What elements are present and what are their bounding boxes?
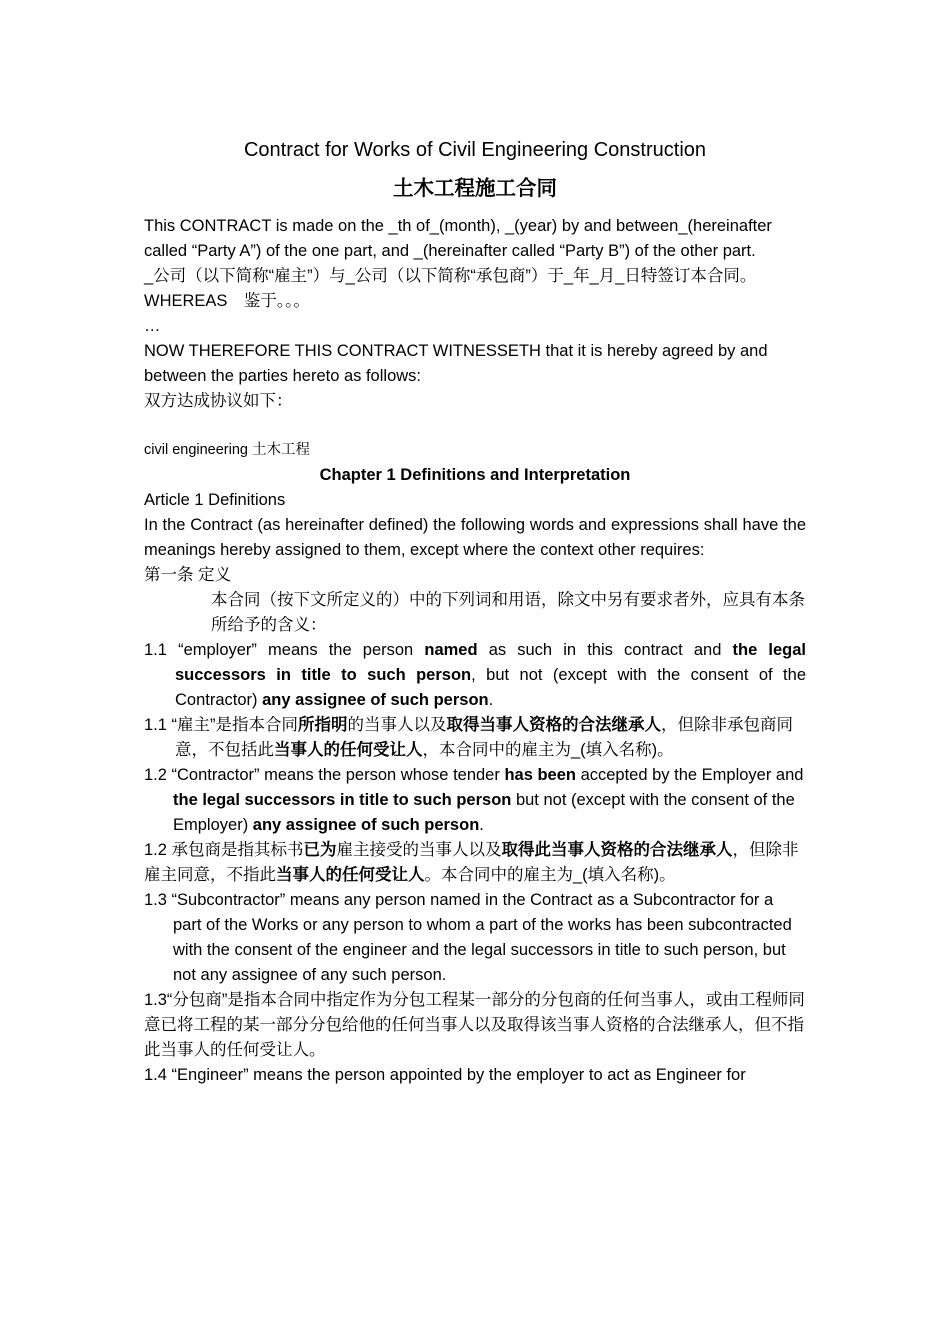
clause-emphasis: 当事人的任何受让人 [276,866,425,884]
clause-emphasis: 取得当事人资格的合法继承人 [446,716,662,734]
document-title-zh: 土木工程施工合同 [393,177,557,200]
article-title-zh: 第一条 定义 [144,566,232,584]
now-therefore-en: NOW THEREFORE THIS CONTRACT WITNESSETH that it is hereby agreed by and between the parties hereto as follows: [144,342,768,385]
clause-emphasis: any assignee of such person [262,691,489,709]
clause-text: , but not (except with the consent of the Contractor) [175,666,806,709]
clause-emphasis: 当事人的任何受让人 [274,741,423,759]
clause-text: 1.1 “雇主”是指本合同 [144,716,299,734]
clause-text: 雇主接受的当事人以及 [336,841,502,859]
clause-text: 。本合同中的雇主为_(填入名称)。 [424,866,676,884]
clause-1-2-en [144,763,806,838]
intro-paragraph-zh: _公司（以下简称“雇主”）与_公司（以下简称“承包商”）于_年_月_日特签订本合同。 [144,267,757,285]
now-therefore-zh: 双方达成协议如下： [144,392,293,410]
spacer [144,414,806,438]
clause-text: but not (except with the consent of the Employer) [173,791,795,834]
glossary-note: civil engineering 土木工程 [144,442,311,458]
clause-emphasis: the legal successors in title to such person [175,641,806,684]
clause-emphasis: 所指明 [298,716,348,734]
clause-1-4-en: 1.4 “Engineer” means the person appointed by the employer to act as Engineer for [144,1066,746,1084]
clause-text: ，但除非承包商同意，不包括此 [175,716,794,759]
whereas-line: WHEREAS 鉴于。。。 [144,292,310,310]
clause-1-3-en: 1.3 “Subcontractor” means any person named in the Contract as a Subcontractor for a part of the Works or any person to whom a part of the works has been subcontracted with the consent of the engineer and the legal successors in title to such person, but not any assignee of any such person. [144,891,792,984]
clause-1-3-zh: 1.3“分包商”是指本合同中指定作为分包工程某一部分的分包商的任何当事人，或由工程师同意已将工程的某一部分分包给他的任何当事人以及取得该当事人资格的合法继承人，但不指此当事人的任何受让人。 [144,991,805,1059]
document-body [144,134,806,1088]
ellipsis-line: … [144,317,161,335]
article-title: Article 1 Definitions [144,491,286,509]
clause-text: . [488,691,494,709]
clause-1-1-en [144,638,806,713]
clause-text: 1.2 “Contractor” means the person whose tender [144,766,505,784]
document-title-en: Contract for Works of Civil Engineering Construction [243,139,707,161]
clause-1-1-zh [144,713,806,763]
clause-text: . [479,816,484,834]
clause-1-2-zh [144,838,806,888]
clause-text: 的当事人以及 [347,716,447,734]
clause-emphasis: has been [504,766,576,784]
clause-text: ，但除非雇主同意，不指此 [144,841,799,884]
chapter-title: Chapter 1 Definitions and Interpretation [319,466,631,484]
article-intro-en: In the Contract (as hereinafter defined) the following words and expressions shall have the meanings hereby assigned to them, except where the context other requires: [144,516,806,559]
clause-text: ，本合同中的雇主为_(填入名称)。 [422,741,674,759]
clause-emphasis: named [424,641,478,659]
clause-emphasis: 已为 [303,841,337,859]
clause-emphasis: any assignee of such person [252,816,480,834]
clause-text: 1.1 “employer” means the person [144,641,425,659]
article-intro-zh: 本合同（按下文所定义的）中的下列词和用语，除文中另有要求者外，应具有本条所给予的含义： [211,591,805,634]
clause-emphasis: the legal successors in title to such person [173,791,512,809]
clause-text: as such in this contract and [477,641,733,659]
clause-text: accepted by the Employer and [575,766,804,784]
intro-paragraph-en: This CONTRACT is made on the _th of_(month), _(year) by and between_(hereinafter called “Party A”) of the one part, and _(hereinafter called “Party B”) of the other part. [144,217,772,260]
clause-text: 1.2 承包商是指其标书 [144,841,304,859]
clause-emphasis: 取得此当事人资格的合法继承人 [501,841,733,859]
